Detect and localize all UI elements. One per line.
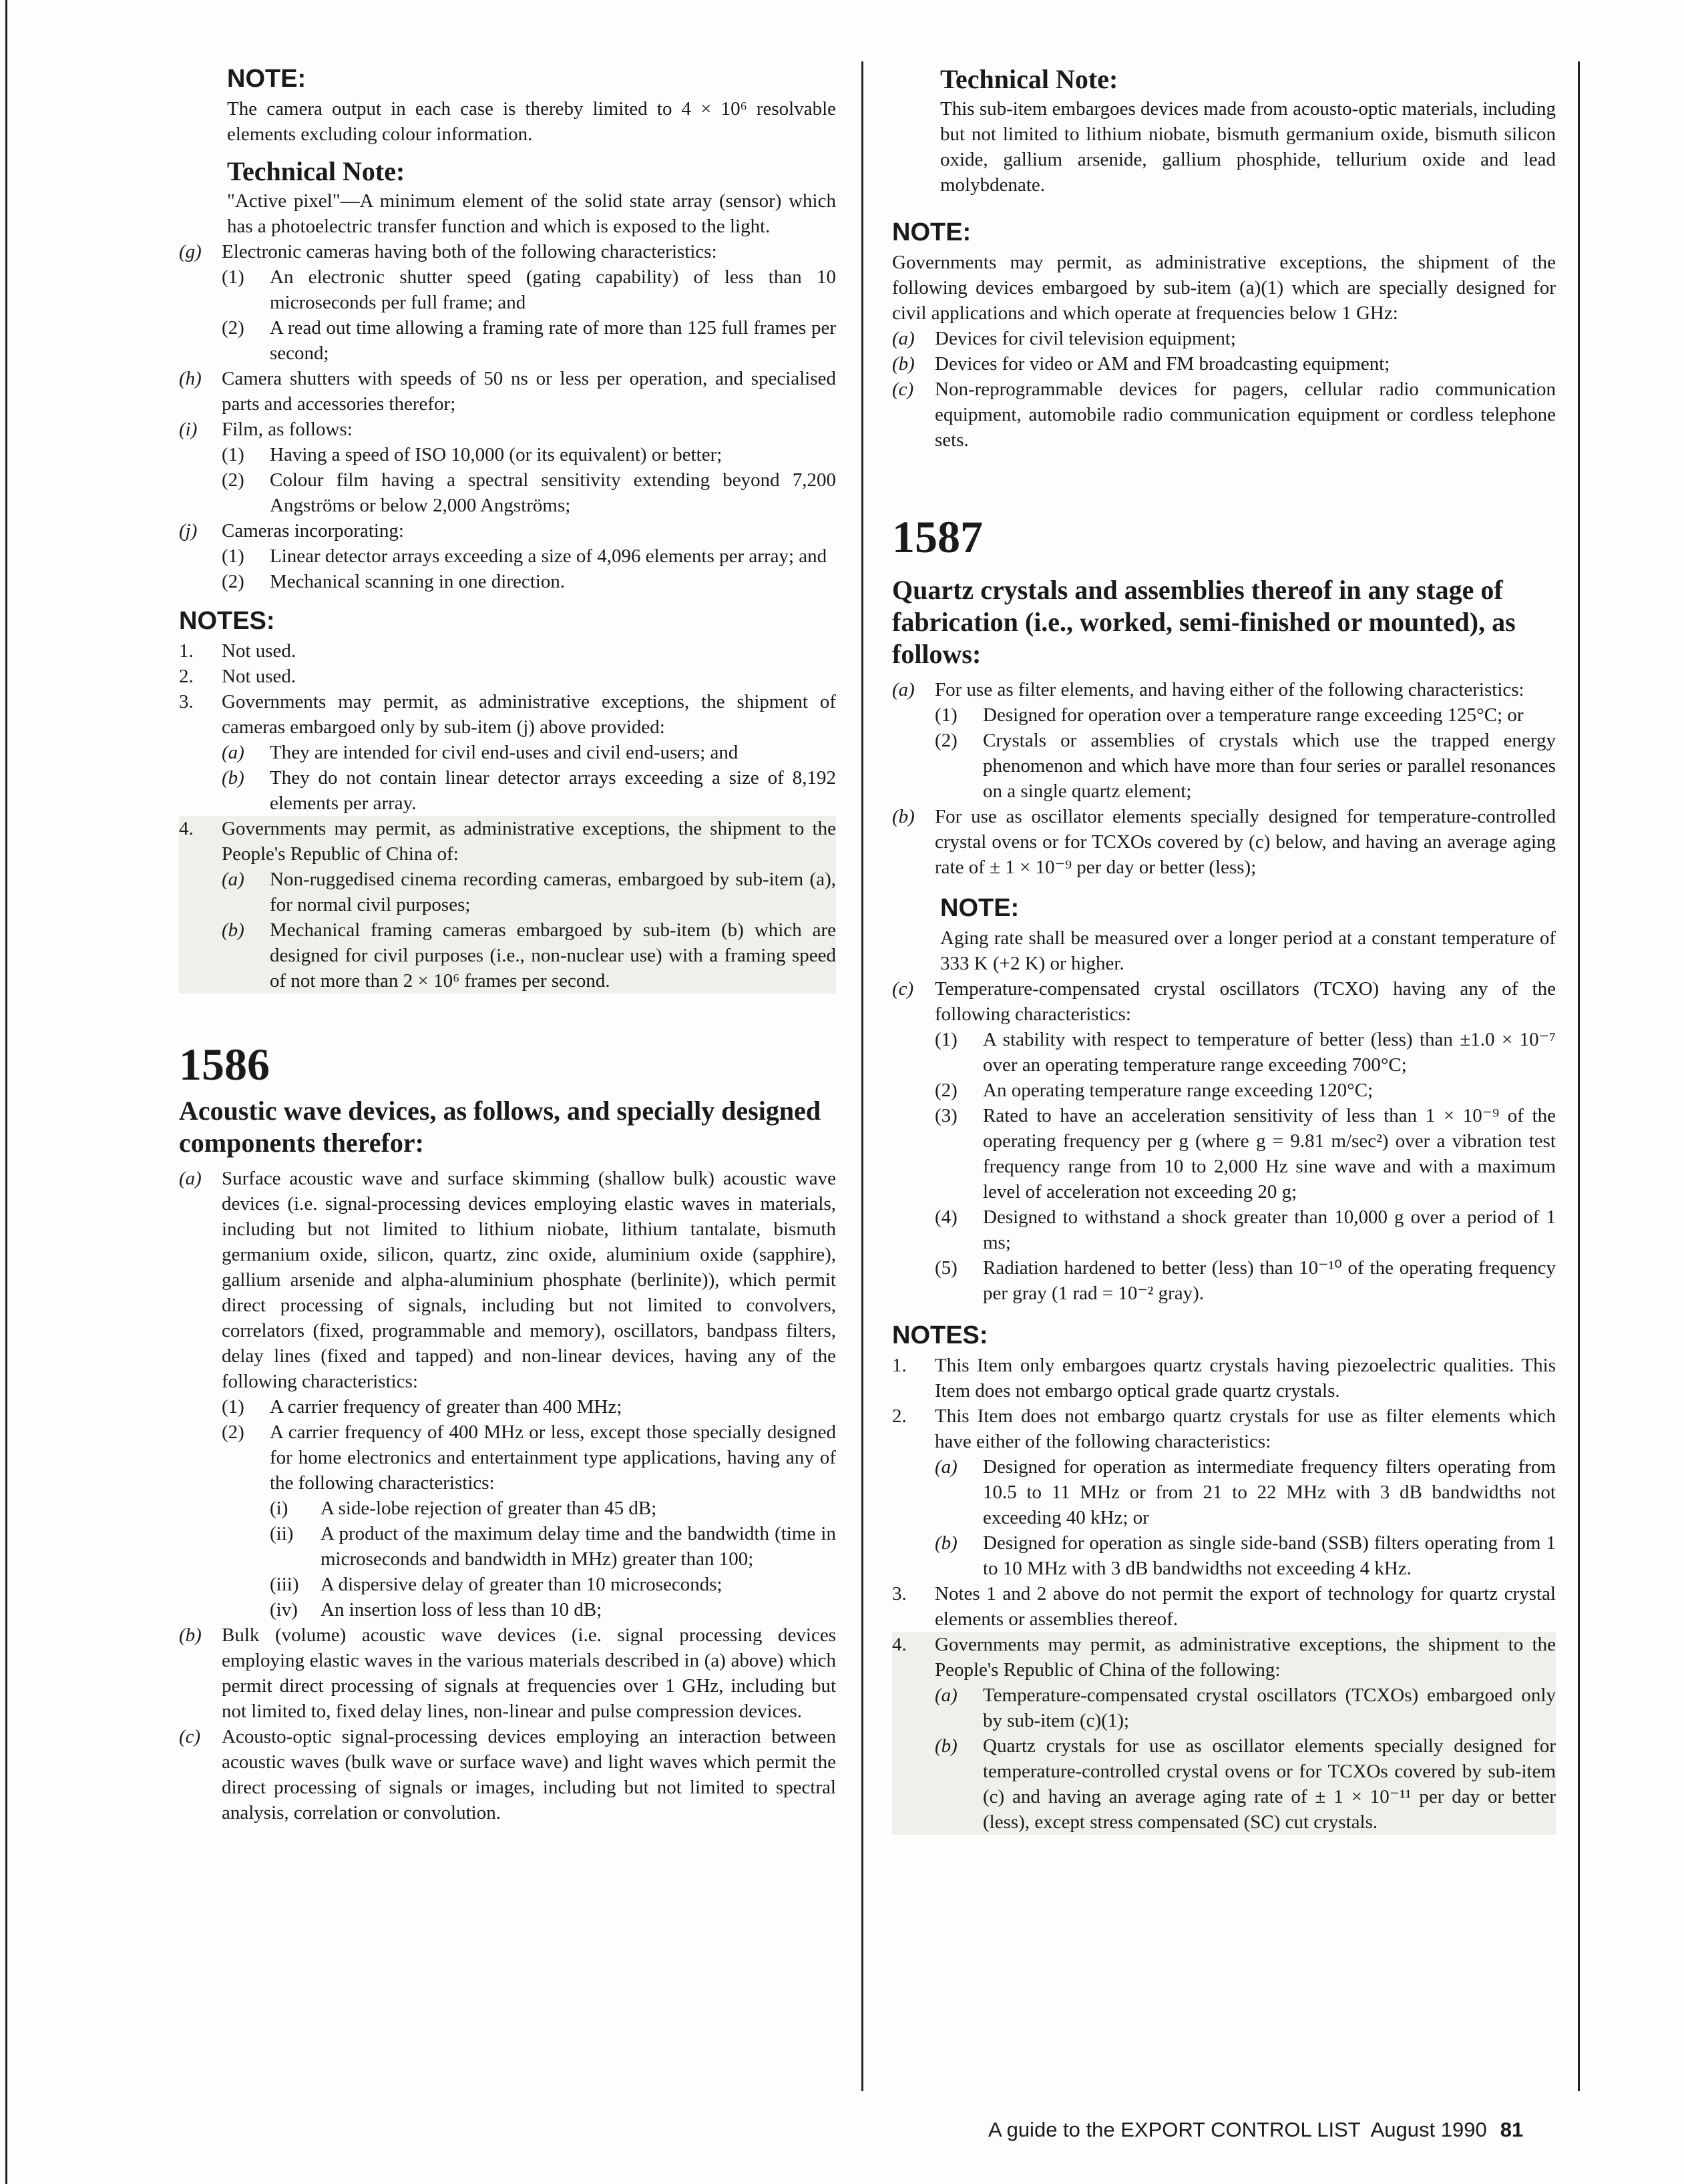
subitem-label: (1) xyxy=(935,1029,958,1050)
note-number: 1. xyxy=(179,640,194,662)
note-heading: NOTE: xyxy=(940,894,1020,922)
left-margin-rule xyxy=(5,0,7,2184)
note-4-shaded-block xyxy=(892,1632,1556,1835)
item-1587 xyxy=(892,510,1556,1835)
technical-note-active-pixel xyxy=(227,156,836,239)
subitem-text: An operating temperature range exceeding 120°C; xyxy=(983,1080,1374,1101)
note-text: This Item only embargoes quartz crystals having piezoelectric qualities. This Item does not embargo optical grade quartz crystals. xyxy=(935,1355,1556,1401)
item-title: Quartz crystals and assemblies thereof in any stage of fabrication (i.e., worked, semi-finished or mounted), as follows: xyxy=(892,575,1516,669)
item-g xyxy=(179,239,836,366)
subitem-label: (1) xyxy=(222,1396,244,1417)
subitem-label: (2) xyxy=(222,317,244,339)
item-title: Acoustic wave devices, as follows, and specially designed components therefor: xyxy=(179,1096,821,1158)
subitem-text: Mechanical scanning in one direction. xyxy=(270,571,566,592)
subitem-text: Having a speed of ISO 10,000 (or its equivalent) or better; xyxy=(270,444,722,465)
subitem-label: (1) xyxy=(935,704,958,726)
subitem-text: Colour film having a spectral sensitivity extending beyond 7,200 Angströms or below 2,000 Angströms; xyxy=(270,469,836,516)
subitem-text: Designed for operation over a temperature range exceeding 125°C; or xyxy=(983,704,1524,726)
page-footer xyxy=(988,2118,1523,2142)
item-text: Surface acoustic wave and surface skimming (shallow bulk) acoustic wave devices (i.e. signal-processing devices employing elastic waves in materials, including but not limited to lithium niobate, lithium tantalate, bismuth germanium oxide, silicon, quartz, zinc oxide, aluminium oxide (sapphire), gallium arsenide and alpha-aluminium phosphate (berlinite)), which permit direct processing of signals, including but not limited to convolvers, correlators (fixed, programmable and memory), oscillators, bandpass filters, delay lines (fixed and tapped) and non-linear devices, having any of the following characteristics: xyxy=(222,1168,836,1392)
roman-label: (iv) xyxy=(270,1599,298,1620)
subitem-text: Radiation hardened to better (less) than 10⁻¹⁰ of the operating frequency per gray (1 rad = 10⁻² gray). xyxy=(983,1257,1556,1304)
subitem-text: A read out time allowing a framing rate of more than 125 full frames per second; xyxy=(270,317,836,364)
subnote-text: Mechanical framing cameras embargoed by sub-item (b) which are designed for civil purposes (i.e., non-nuclear use) with a framing speed of not more than 2 × 10⁶ frames per second. xyxy=(270,919,836,992)
subnote-label: (b) xyxy=(935,1532,958,1554)
note-text: Governments may permit, as administrative exceptions, the shipment to the People's Republic of China of: xyxy=(222,818,836,865)
subnote-text: Temperature-compensated crystal oscillators (TCXOs) embargoed only by sub-item (c)(1); xyxy=(983,1685,1556,1731)
left-column xyxy=(179,64,836,1825)
note-text: Notes 1 and 2 above do not permit the export of technology for quartz crystal elements or assemblies thereof. xyxy=(935,1583,1556,1630)
note-aging-rate xyxy=(940,893,1556,976)
subitem-label: (1) xyxy=(222,545,244,567)
page-number: 81 xyxy=(1500,2118,1524,2141)
subnote-text: Designed for operation as single side-band (SSB) filters operating from 1 to 10 MHz with 3 dB bandwidths not exceeding 4 kHz. xyxy=(983,1532,1556,1579)
subitem-text: Rated to have an acceleration sensitivity of less than 1 × 10⁻⁹ of the operating frequency per g (where g = 9.81 m/sec²) over a vibration test frequency range from 10 to 2,000 Hz sine wave and with a maximum level of acceleration not exceeding 20 g; xyxy=(983,1105,1556,1203)
item-text: Camera shutters with speeds of 50 ns or less per operation, and specialised parts and accessories therefor; xyxy=(222,368,836,415)
note-4-shaded-block xyxy=(179,816,836,994)
subnote-label: (a) xyxy=(935,1456,958,1478)
footer-publication-title: A guide to the EXPORT CONTROL LIST August 1990 xyxy=(988,2118,1487,2141)
item-text: For use as filter elements, and having either of the following characteristics: xyxy=(935,679,1524,700)
item-text: Acousto-optic signal-processing devices employing an interaction between acoustic waves (bulk wave or surface wave) and light waves which permit the direct processing of signals or images, including but not limited to spectral analysis, correlation or convolution. xyxy=(222,1726,836,1823)
note-number: 4. xyxy=(892,1634,907,1655)
subitem-text: A carrier frequency of 400 MHz or less, except those specially designed for home electronics and entertainment type applications, having any of the following characteristics: xyxy=(270,1422,836,1494)
note-text: The camera output in each case is thereby limited to 4 × 10⁶ resolvable elements excluding colour information. xyxy=(227,98,836,145)
note-administrative-exceptions xyxy=(892,218,1556,453)
item-number: 1586 xyxy=(179,1039,270,1090)
item-number: 1587 xyxy=(892,511,983,562)
subnote-label: (b) xyxy=(892,353,915,375)
item-label: (i) xyxy=(179,419,198,440)
roman-text: An insertion loss of less than 10 dB; xyxy=(321,1599,602,1620)
subnote-label: (b) xyxy=(222,767,244,789)
technical-note-heading: Technical Note: xyxy=(940,64,1118,94)
note-number: 4. xyxy=(179,818,194,839)
item-i xyxy=(179,417,836,518)
subnote-label: (a) xyxy=(222,742,244,763)
note-number: 3. xyxy=(179,691,194,712)
roman-text: A product of the maximum delay time and the bandwidth (time in microseconds and bandwidth in MHz) greater than 100; xyxy=(321,1523,836,1570)
item-label: (h) xyxy=(179,368,202,389)
subitem-label: (1) xyxy=(222,266,244,288)
item-1586 xyxy=(179,1038,836,1825)
roman-label: (i) xyxy=(270,1498,288,1519)
item-label: (a) xyxy=(179,1168,202,1189)
subnote-text: They are intended for civil end-uses and civil end-users; and xyxy=(270,742,739,763)
subitem-text: A stability with respect to temperature of better (less) than ±1.0 × 10⁻⁷ over an operating temperature range exceeding 700°C; xyxy=(983,1029,1556,1076)
note-number: 1. xyxy=(892,1355,907,1376)
column-divider xyxy=(861,61,863,2091)
technical-note-text: "Active pixel"—A minimum element of the solid state array (sensor) which has a photoelectric transfer function and which is exposed to the light. xyxy=(227,190,836,237)
right-column xyxy=(892,64,1556,1835)
note-text: Not used. xyxy=(222,666,296,687)
roman-text: A side-lobe rejection of greater than 45 dB; xyxy=(321,1498,657,1519)
item-text: For use as oscillator elements specially designed for temperature-controlled crystal ovens or for TCXOs covered by (c) below, and having an average aging rate of ± 1 × 10⁻⁹ per day or better (less); xyxy=(935,806,1556,878)
item-label: (j) xyxy=(179,520,198,541)
item-label: (g) xyxy=(179,241,202,262)
item-text: Cameras incorporating: xyxy=(222,520,404,541)
right-column-rule xyxy=(1578,61,1580,2091)
item-label: (a) xyxy=(892,679,915,700)
technical-note-heading: Technical Note: xyxy=(227,156,405,186)
note-number: 3. xyxy=(892,1583,907,1604)
subnote-text: Non-ruggedised cinema recording cameras, embargoed by sub-item (a), for normal civil purposes; xyxy=(270,869,836,915)
subnote-label: (a) xyxy=(935,1685,958,1706)
item-label: (c) xyxy=(892,978,914,1000)
note-text: Governments may permit, as administrative exceptions, the shipment of cameras embargoed only by sub-item (j) above provided: xyxy=(222,691,836,738)
note-number: 2. xyxy=(179,666,194,687)
subitem-label: (5) xyxy=(935,1257,958,1279)
subitem-label: (2) xyxy=(222,469,244,491)
subitem-text: An electronic shutter speed (gating capability) of less than 10 microseconds per full frame; and xyxy=(270,266,836,313)
item-label: (c) xyxy=(179,1726,201,1747)
subnote-text: Designed for operation as intermediate frequency filters operating from 10.5 to 11 MHz or from 21 to 22 MHz with 3 dB bandwidths not exceeding 40 kHz; or xyxy=(983,1456,1556,1528)
note-number: 2. xyxy=(892,1405,907,1427)
item-text: Temperature-compensated crystal oscillators (TCXO) having any of the following characteristics: xyxy=(935,978,1556,1025)
subnote-text: Devices for civil television equipment; xyxy=(935,328,1236,349)
subnote-label: (a) xyxy=(892,328,915,349)
technical-note-text: This sub-item embargoes devices made from acousto-optic materials, including but not limited to lithium niobate, bismuth germanium oxide, bismuth silicon oxide, gallium arsenide, gallium phosphide, tellurium oxide and lead molybdenate. xyxy=(940,98,1556,196)
subitem-text: A carrier frequency of greater than 400 MHz; xyxy=(270,1396,622,1417)
subnote-label: (b) xyxy=(935,1735,958,1757)
item-text: Electronic cameras having both of the following characteristics: xyxy=(222,241,717,262)
subnote-text: Devices for video or AM and FM broadcasting equipment; xyxy=(935,353,1390,375)
subnote-text: Quartz crystals for use as oscillator elements specially designed for temperature-controlled crystal ovens or for TCXOs covered by sub-item (c) and having an average aging rate of ± 1 × 10⁻¹¹ per day or better (less), except stress compensated (SC) cut crystals. xyxy=(983,1735,1556,1833)
note-heading: NOTE: xyxy=(227,65,306,93)
roman-text: A dispersive delay of greater than 10 microseconds; xyxy=(321,1574,722,1595)
subitem-text: Crystals or assemblies of crystals which use the trapped energy phenomenon and which have more than four series or parallel resonances on a single quartz element; xyxy=(983,730,1556,802)
note-text: Not used. xyxy=(222,640,296,662)
item-j xyxy=(179,518,836,594)
subnote-label: (a) xyxy=(222,869,244,890)
notes-section xyxy=(179,606,836,994)
subnote-label: (b) xyxy=(222,919,244,941)
subitem-text: Linear detector arrays exceeding a size of 4,096 elements per array; and xyxy=(270,545,827,567)
item-text: Bulk (volume) acoustic wave devices (i.e. signal processing devices employing elastic waves in the various materials described in (a) above) which permit direct processing of signals at frequencies over 1 GHz, including but not limited to, fixed delay lines, non-linear and pulse compression devices. xyxy=(222,1624,836,1722)
note-camera-output xyxy=(227,64,836,147)
note-text: Governments may permit, as administrative exceptions, the shipment to the People's Republic of China of the following: xyxy=(935,1634,1556,1681)
subitem-label: (2) xyxy=(935,730,958,751)
notes-heading: NOTES: xyxy=(892,1321,988,1349)
roman-label: (ii) xyxy=(270,1523,294,1544)
item-label: (b) xyxy=(179,1624,202,1646)
technical-note-acousto-optic xyxy=(940,64,1556,198)
subitem-text: Designed to withstand a shock greater than 10,000 g over a period of 1 ms; xyxy=(983,1207,1556,1253)
subnote-text: They do not contain linear detector arrays exceeding a size of 8,192 elements per array. xyxy=(270,767,836,814)
note-text: Aging rate shall be measured over a longer period at a constant temperature of 333 K (+2 K) or higher. xyxy=(940,927,1556,974)
subitem-label: (2) xyxy=(222,571,244,592)
subitem-label: (4) xyxy=(935,1207,958,1228)
item-label: (b) xyxy=(892,806,915,827)
item-h xyxy=(179,366,836,417)
subitem-label: (3) xyxy=(935,1105,958,1126)
note-text: Governments may permit, as administrative exceptions, the shipment of the following devices embargoed by sub-item (a)(1) which are specially designed for civil applications and which operate at frequencies below 1 GHz: xyxy=(892,252,1556,324)
roman-label: (iii) xyxy=(270,1574,299,1595)
notes-heading: NOTES: xyxy=(179,607,275,635)
note-text: This Item does not embargo quartz crystals for use as filter elements which have either of the following characteristics: xyxy=(935,1405,1556,1452)
item-text: Film, as follows: xyxy=(222,419,353,440)
note-heading: NOTE: xyxy=(892,218,972,246)
subitem-label: (1) xyxy=(222,444,244,465)
subnote-label: (c) xyxy=(892,379,914,400)
notes-section xyxy=(892,1321,1556,1835)
subitem-label: (2) xyxy=(222,1422,244,1443)
subitem-label: (2) xyxy=(935,1080,958,1101)
subnote-text: Non-reprogrammable devices for pagers, cellular radio communication equipment, automobile radio communication equipment or cordless telephone sets. xyxy=(935,379,1556,451)
